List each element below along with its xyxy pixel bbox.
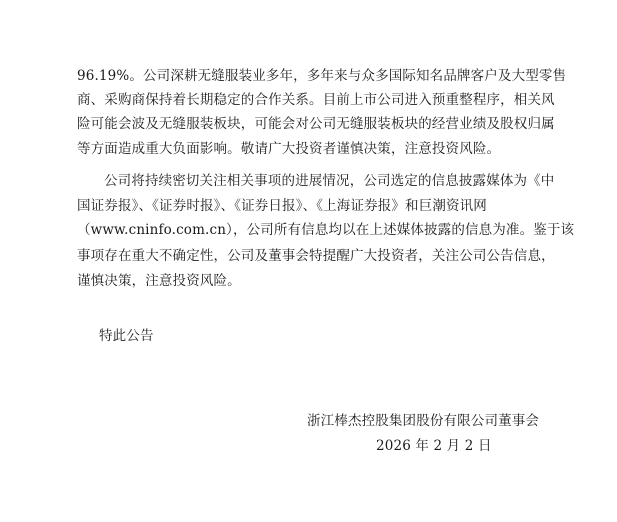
- paragraph1-line-2: 商、采购商保持着长期稳定的合作关系。目前上市公司进入预重整程序，相关风: [77, 92, 555, 108]
- paragraph2-line-1: 公司将持续密切关注相关事项的进展情况，公司选定的信息披露媒体为《中: [104, 173, 555, 189]
- paragraph1-line-3: 险可能会波及无缝服装板块，可能会对公司无缝服装板块的经营业绩及股权归属: [77, 116, 555, 132]
- paragraph2-line-4: 事项存在重大不确定性，公司及董事会特提醒广大投资者，关注公司公告信息，: [77, 248, 555, 264]
- signature-date: 2026 年 2 月 2 日: [376, 438, 492, 454]
- paragraph1-line-4: 等方面造成重大负面影响。敬请广大投资者谨慎决策，注意投资风险。: [77, 141, 501, 157]
- signature-company: 浙江棒杰控股集团股份有限公司董事会: [307, 413, 540, 429]
- paragraph1-line-1: 96.19%。公司深耕无缝服装业多年，多年来与众多国际知名品牌客户及大型零售: [77, 68, 567, 84]
- paragraph2-line-3: （www.cninfo.com.cn），公司所有信息均以在上述媒体披露的信息为准。鉴于该: [77, 222, 575, 238]
- closing-text: 特此公告: [99, 328, 154, 344]
- paragraph2-line-5: 谨慎决策，注意投资风险。: [77, 273, 241, 289]
- paragraph2-line-2: 国证券报》、《证券时报》、《证券日报》、《上海证券报》和巨潮资讯网: [77, 198, 487, 214]
